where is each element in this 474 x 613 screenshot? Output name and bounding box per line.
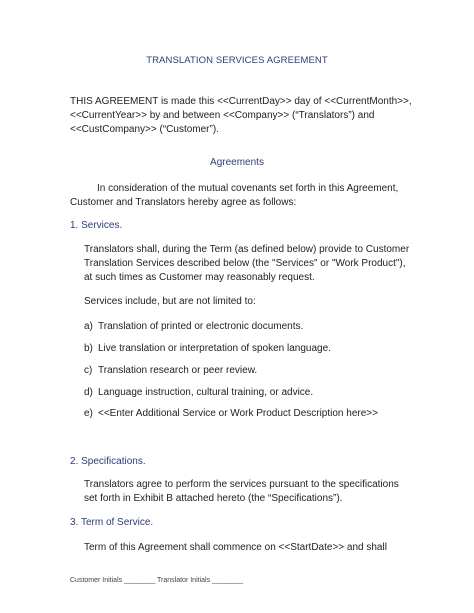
list-item-text: <<Enter Additional Service or Work Product Description here>> — [98, 408, 378, 419]
document-title: TRANSLATION SERVICES AGREEMENT — [146, 55, 328, 66]
intro-line-2: <<CurrentYear>> by and between <<Company>> (“Translators”) and — [70, 110, 375, 121]
list-item-letter: e) — [84, 408, 93, 419]
list-item — [84, 364, 257, 378]
services-paragraph-line-1: Translators shall, during the Term (as defined below) provide to Customer — [84, 244, 410, 255]
specifications-paragraph-line-2: set forth in Exhibit B attached hereto (the “Specifications”). — [84, 493, 343, 504]
list-item-text: Live translation or interpretation of spoken language. — [98, 343, 331, 354]
services-includes: Services include, but are not limited to: — [84, 296, 256, 307]
list-item — [84, 386, 313, 400]
specifications-paragraph-line-1: Translators agree to perform the services pursuant to the specifications — [84, 479, 399, 490]
list-item-text: Language instruction, cultural training, or advice. — [98, 387, 314, 398]
services-paragraph-line-3: at such times as Customer may reasonably request. — [84, 272, 315, 283]
consideration-line-1: In consideration of the mutual covenants set forth in this Agreement, — [97, 183, 399, 194]
services-paragraph-line-2: Translation Services described below (the "Services" or "Work Product"), — [84, 258, 406, 269]
intro-line-1: THIS AGREEMENT is made this <<CurrentDay>> day of <<CurrentMonth>>, — [70, 96, 412, 107]
consideration-line-2: Customer and Translators hereby agree as follows: — [70, 197, 297, 208]
agreements-heading: Agreements — [210, 157, 264, 168]
list-item-text: Translation research or peer review. — [98, 365, 258, 376]
list-item — [84, 320, 303, 334]
list-item-letter: b) — [84, 343, 93, 354]
list-item — [84, 342, 331, 356]
list-item-letter: d) — [84, 387, 93, 398]
initials-footer: Customer Initials ________ Translator Initials ________ — [70, 577, 244, 584]
section-services-heading: 1. Services. — [70, 220, 123, 231]
list-item-letter: c) — [84, 365, 93, 376]
list-item-letter: a) — [84, 321, 93, 332]
section-specifications-heading: 2. Specifications. — [70, 456, 146, 467]
term-paragraph-line-1: Term of this Agreement shall commence on <<StartDate>> and shall — [84, 542, 387, 553]
list-item — [84, 407, 378, 421]
intro-line-3: <<CustCompany>> (“Customer”). — [70, 124, 219, 135]
section-term-heading: 3. Term of Service. — [70, 517, 154, 528]
list-item-text: Translation of printed or electronic documents. — [98, 321, 304, 332]
